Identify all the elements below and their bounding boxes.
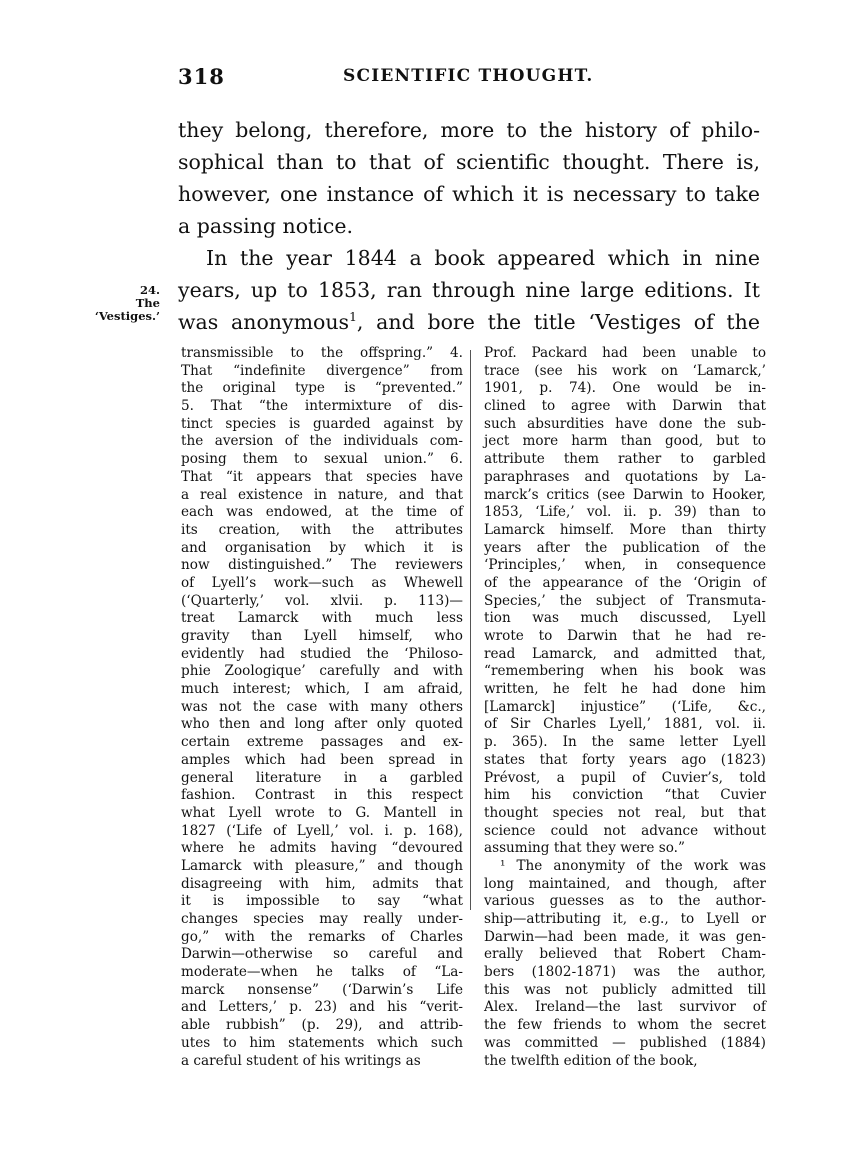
footnote-line: treat Lamarck with much less	[181, 610, 463, 627]
footnote-line: Species,’ the subject of Transmuta-	[484, 592, 766, 609]
body-line: In the year 1844 a book appeared which in nine	[206, 246, 760, 270]
footnote-line: and organisation by which it is	[181, 539, 463, 556]
footnote-line: what Lyell wrote to G. Mantell in	[181, 804, 463, 821]
footnote-line: go,” with the remarks of Charles	[181, 928, 463, 945]
footnote-line: phie Zoologique’ carefully and with	[181, 663, 463, 680]
footnote-line: now distinguished.” The reviewers	[181, 557, 463, 574]
footnote-line: this was not publicly admitted till	[484, 981, 766, 998]
body-line: sophical than to that of scientific thought. There is,	[178, 150, 760, 174]
margin-note-line: ‘Vestiges.’	[94, 309, 160, 323]
body-text: , and bore the title ‘Vestiges of the	[356, 310, 760, 334]
footnote-line: 1853, ‘Life,’ vol. ii. p. 39) than to	[484, 504, 766, 521]
footnote-line: trace (see his work on ‘Lamarck,’	[484, 362, 766, 379]
footnote-line: “remembering when his book was	[484, 663, 766, 680]
footnote-line: erally believed that Robert Cham-	[484, 946, 766, 963]
footnote-line: states that forty years ago (1823)	[484, 751, 766, 768]
body-line: however, one instance of which it is necessary to take	[178, 182, 760, 206]
footnote-line: general literature in a garbled	[181, 769, 463, 786]
footnote-line: wrote to Darwin that he had re-	[484, 628, 766, 644]
footnote-line: ¹ The anonymity of the work was	[500, 857, 766, 874]
footnote-line: gravity than Lyell himself, who	[181, 628, 463, 644]
footnote-line: assuming that they were so.”	[484, 840, 685, 857]
footnote-line: That “indefinite divergence” from	[181, 362, 463, 379]
footnote-line: read Lamarck, and admitted that,	[484, 645, 766, 662]
margin-note-number: 24.	[139, 283, 160, 297]
footnote-line: 5. That “the intermixture of dis-	[181, 398, 463, 415]
footnote-line: Darwin—otherwise so careful and	[181, 946, 463, 963]
footnote-line: disagreeing with him, admits that	[181, 875, 463, 892]
footnote-line: paraphrases and quotations by La-	[484, 468, 766, 485]
footnote-line: tion was much discussed, Lyell	[484, 610, 766, 627]
footnote-line: him his conviction “that Cuvier	[484, 787, 766, 804]
footnote-column-right	[484, 345, 766, 1070]
footnote-line: the original type is “prevented.”	[181, 380, 463, 397]
footnote-line: the aversion of the individuals com-	[181, 433, 463, 450]
footnote-line: various guesses as to the author-	[484, 893, 766, 910]
footnote-line: of Lyell’s work—such as Whewell	[181, 574, 463, 591]
footnote-line: 1827 (‘Life of Lyell,’ vol. i. p. 168),	[181, 822, 463, 839]
footnote-line: long maintained, and though, after	[484, 875, 766, 892]
footnote-line: Prof. Packard had been unable to	[484, 345, 766, 361]
body-line: they belong, therefore, more to the history of philo-	[178, 118, 760, 142]
footnote-line: the few friends to whom the secret	[484, 1017, 766, 1034]
footnote-line: ‘Principles,’ when, in consequence	[484, 557, 766, 574]
footnote-line: certain extreme passages and ex-	[181, 734, 463, 751]
footnote-line: Lamarck himself. More than thirty	[484, 521, 766, 538]
footnote-line: changes species may really under-	[181, 911, 463, 927]
footnote-line: was not the case with many others	[181, 698, 463, 715]
running-head-title: SCIENTIFIC THOUGHT.	[343, 66, 594, 86]
footnote-line: posing them to sexual union.” 6.	[181, 451, 463, 468]
body-line	[178, 306, 760, 338]
footnote-line: 1901, p. 74). One would be in-	[484, 380, 766, 397]
footnote-line: it is impossible to say “what	[181, 893, 463, 910]
body-line: a passing notice.	[178, 214, 353, 238]
footnote-line: a careful student of his writings as	[181, 1052, 421, 1069]
footnote-line: utes to him statements which such	[181, 1034, 463, 1051]
footnote-line: (‘Quarterly,’ vol. xlvii. p. 113)—	[181, 592, 463, 609]
footnote-line: years after the publication of the	[484, 539, 766, 556]
footnote-line: [Lamarck] injustice” (‘Life, &c.,	[484, 698, 766, 715]
column-divider	[470, 350, 471, 910]
footnote-line: fashion. Contrast in this respect	[181, 787, 463, 804]
footnote-line: of the appearance of the ‘Origin of	[484, 574, 766, 591]
footnote-line: bers (1802-1871) was the author,	[484, 964, 766, 981]
footnote-line: p. 365). In the same letter Lyell	[484, 734, 766, 751]
footnote-line: and Letters,’ p. 23) and his “verit-	[181, 999, 463, 1016]
footnote-line: Prévost, a pupil of Cuvier’s, told	[484, 769, 766, 786]
footnote-line: its creation, with the attributes	[181, 521, 463, 538]
body-line: years, up to 1853, ran through nine large editions. It	[178, 278, 760, 302]
footnote-line: transmissible to the offspring.” 4.	[181, 345, 463, 361]
margin-note	[80, 284, 160, 323]
footnote-line: of Sir Charles Lyell,’ 1881, vol. ii.	[484, 716, 766, 733]
body-text: was anonymous	[178, 310, 350, 334]
footnote-line: a real existence in nature, and that	[181, 486, 463, 503]
footnote-line: ject more harm than good, but to	[484, 433, 766, 450]
footnote-line: where he admits having “devoured	[181, 840, 463, 857]
footnote-line: ship—attributing it, e.g., to Lyell or	[484, 911, 766, 927]
main-text	[178, 114, 760, 338]
footnote-line: marck’s critics (see Darwin to Hooker,	[484, 486, 766, 503]
footnote-line: Darwin—had been made, it was gen-	[484, 928, 766, 945]
footnote-line: marck nonsense” (‘Darwin’s Life	[181, 981, 463, 998]
footnote-line: was committed — published (1884)	[484, 1034, 766, 1051]
footnote-line: clined to agree with Darwin that	[484, 398, 766, 415]
footnote-line: written, he felt he had done him	[484, 681, 766, 698]
page-number: 318	[178, 64, 225, 89]
running-header	[178, 64, 760, 94]
footnote-line: thought species not real, but that	[484, 804, 766, 821]
footnote-line: much interest; which, I am afraid,	[181, 681, 463, 698]
footnote-line: attribute them rather to garbled	[484, 451, 766, 468]
footnote-line: That “it appears that species have	[181, 468, 463, 485]
footnote-marker: 1	[349, 310, 357, 325]
footnote-line: evidently had studied the ‘Philoso-	[181, 645, 463, 662]
footnote-line: Lamarck with pleasure,” and though	[181, 857, 463, 874]
footnote-line: such absurdities have done the sub-	[484, 415, 766, 432]
footnote-line: able rubbish” (p. 29), and attrib-	[181, 1017, 463, 1034]
footnote-line: Alex. Ireland—the last survivor of	[484, 999, 766, 1016]
footnote-line: the twelfth edition of the book,	[484, 1052, 698, 1069]
footnote-line: amples which had been spread in	[181, 751, 463, 768]
footnote-line: tinct species is guarded against by	[181, 415, 463, 432]
footnote-line: moderate—when he talks of “La-	[181, 964, 463, 981]
footnote-line: each was endowed, at the time of	[181, 504, 463, 521]
footnote-line: science could not advance without	[484, 822, 766, 839]
footnote-column-left	[181, 345, 463, 1070]
margin-note-line: The	[135, 296, 160, 310]
footnote-line: who then and long after only quoted	[181, 716, 463, 733]
